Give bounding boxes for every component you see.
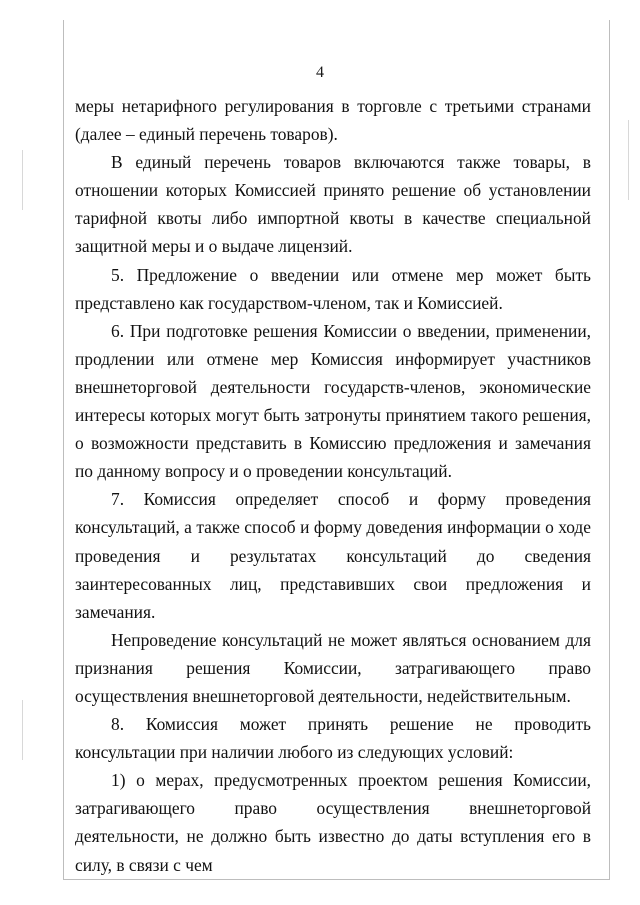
page-number: 4 (316, 64, 324, 81)
scan-edge-mark (628, 120, 629, 200)
paragraph: 1) о мерах, предусмотренных проектом решения Комиссии, затрагивающего право осуществления внешнеторговой деятельности, не должно быть известно до даты вступления его в силу, в связи с чем (75, 770, 591, 875)
document-body (75, 92, 591, 879)
paragraph: Непроведение консультаций не может являться основанием для признания решения Комиссии, затрагивающего право осуществления внешнеторговой деятельности, недействительным. (75, 629, 591, 706)
paragraph: 6. При подготовке решения Комиссии о введении, применении, продлении или отмене мер Комиссия информирует участников внешнеторговой деятельности государств-членов, экономические интересы которых могут быть затронуты принятием такого решения, о возможности представить в Комиссию предложения и замечания по данному вопросу и о проведении консультаций. (75, 320, 591, 482)
paragraph: 7. Комиссия определяет способ и форму проведения консультаций, а также способ и форму доведения информации о ходе проведения и результатах консультаций до сведения заинтересованных лиц, представивших свои предложения и замечания. (75, 489, 591, 622)
scan-edge-mark (22, 150, 23, 210)
scan-edge-mark (22, 700, 23, 760)
paragraph: 5. Предложение о введении или отмене мер может быть представлено как государством-членом, так и Комиссией. (75, 264, 591, 313)
paragraph: 8. Комиссия может принять решение не проводить консультации при наличии любого из следующих условий: (75, 714, 591, 763)
paragraph: меры нетарифного регулирования в торговле с третьими странами (далее – единый перечень товаров). (75, 96, 591, 145)
paragraph: В единый перечень товаров включаются также товары, в отношении которых Комиссией принято решение об установлении тарифной квоты либо импортной квоты в качестве специальной защитной меры и о выдаче лицензий. (75, 152, 591, 257)
